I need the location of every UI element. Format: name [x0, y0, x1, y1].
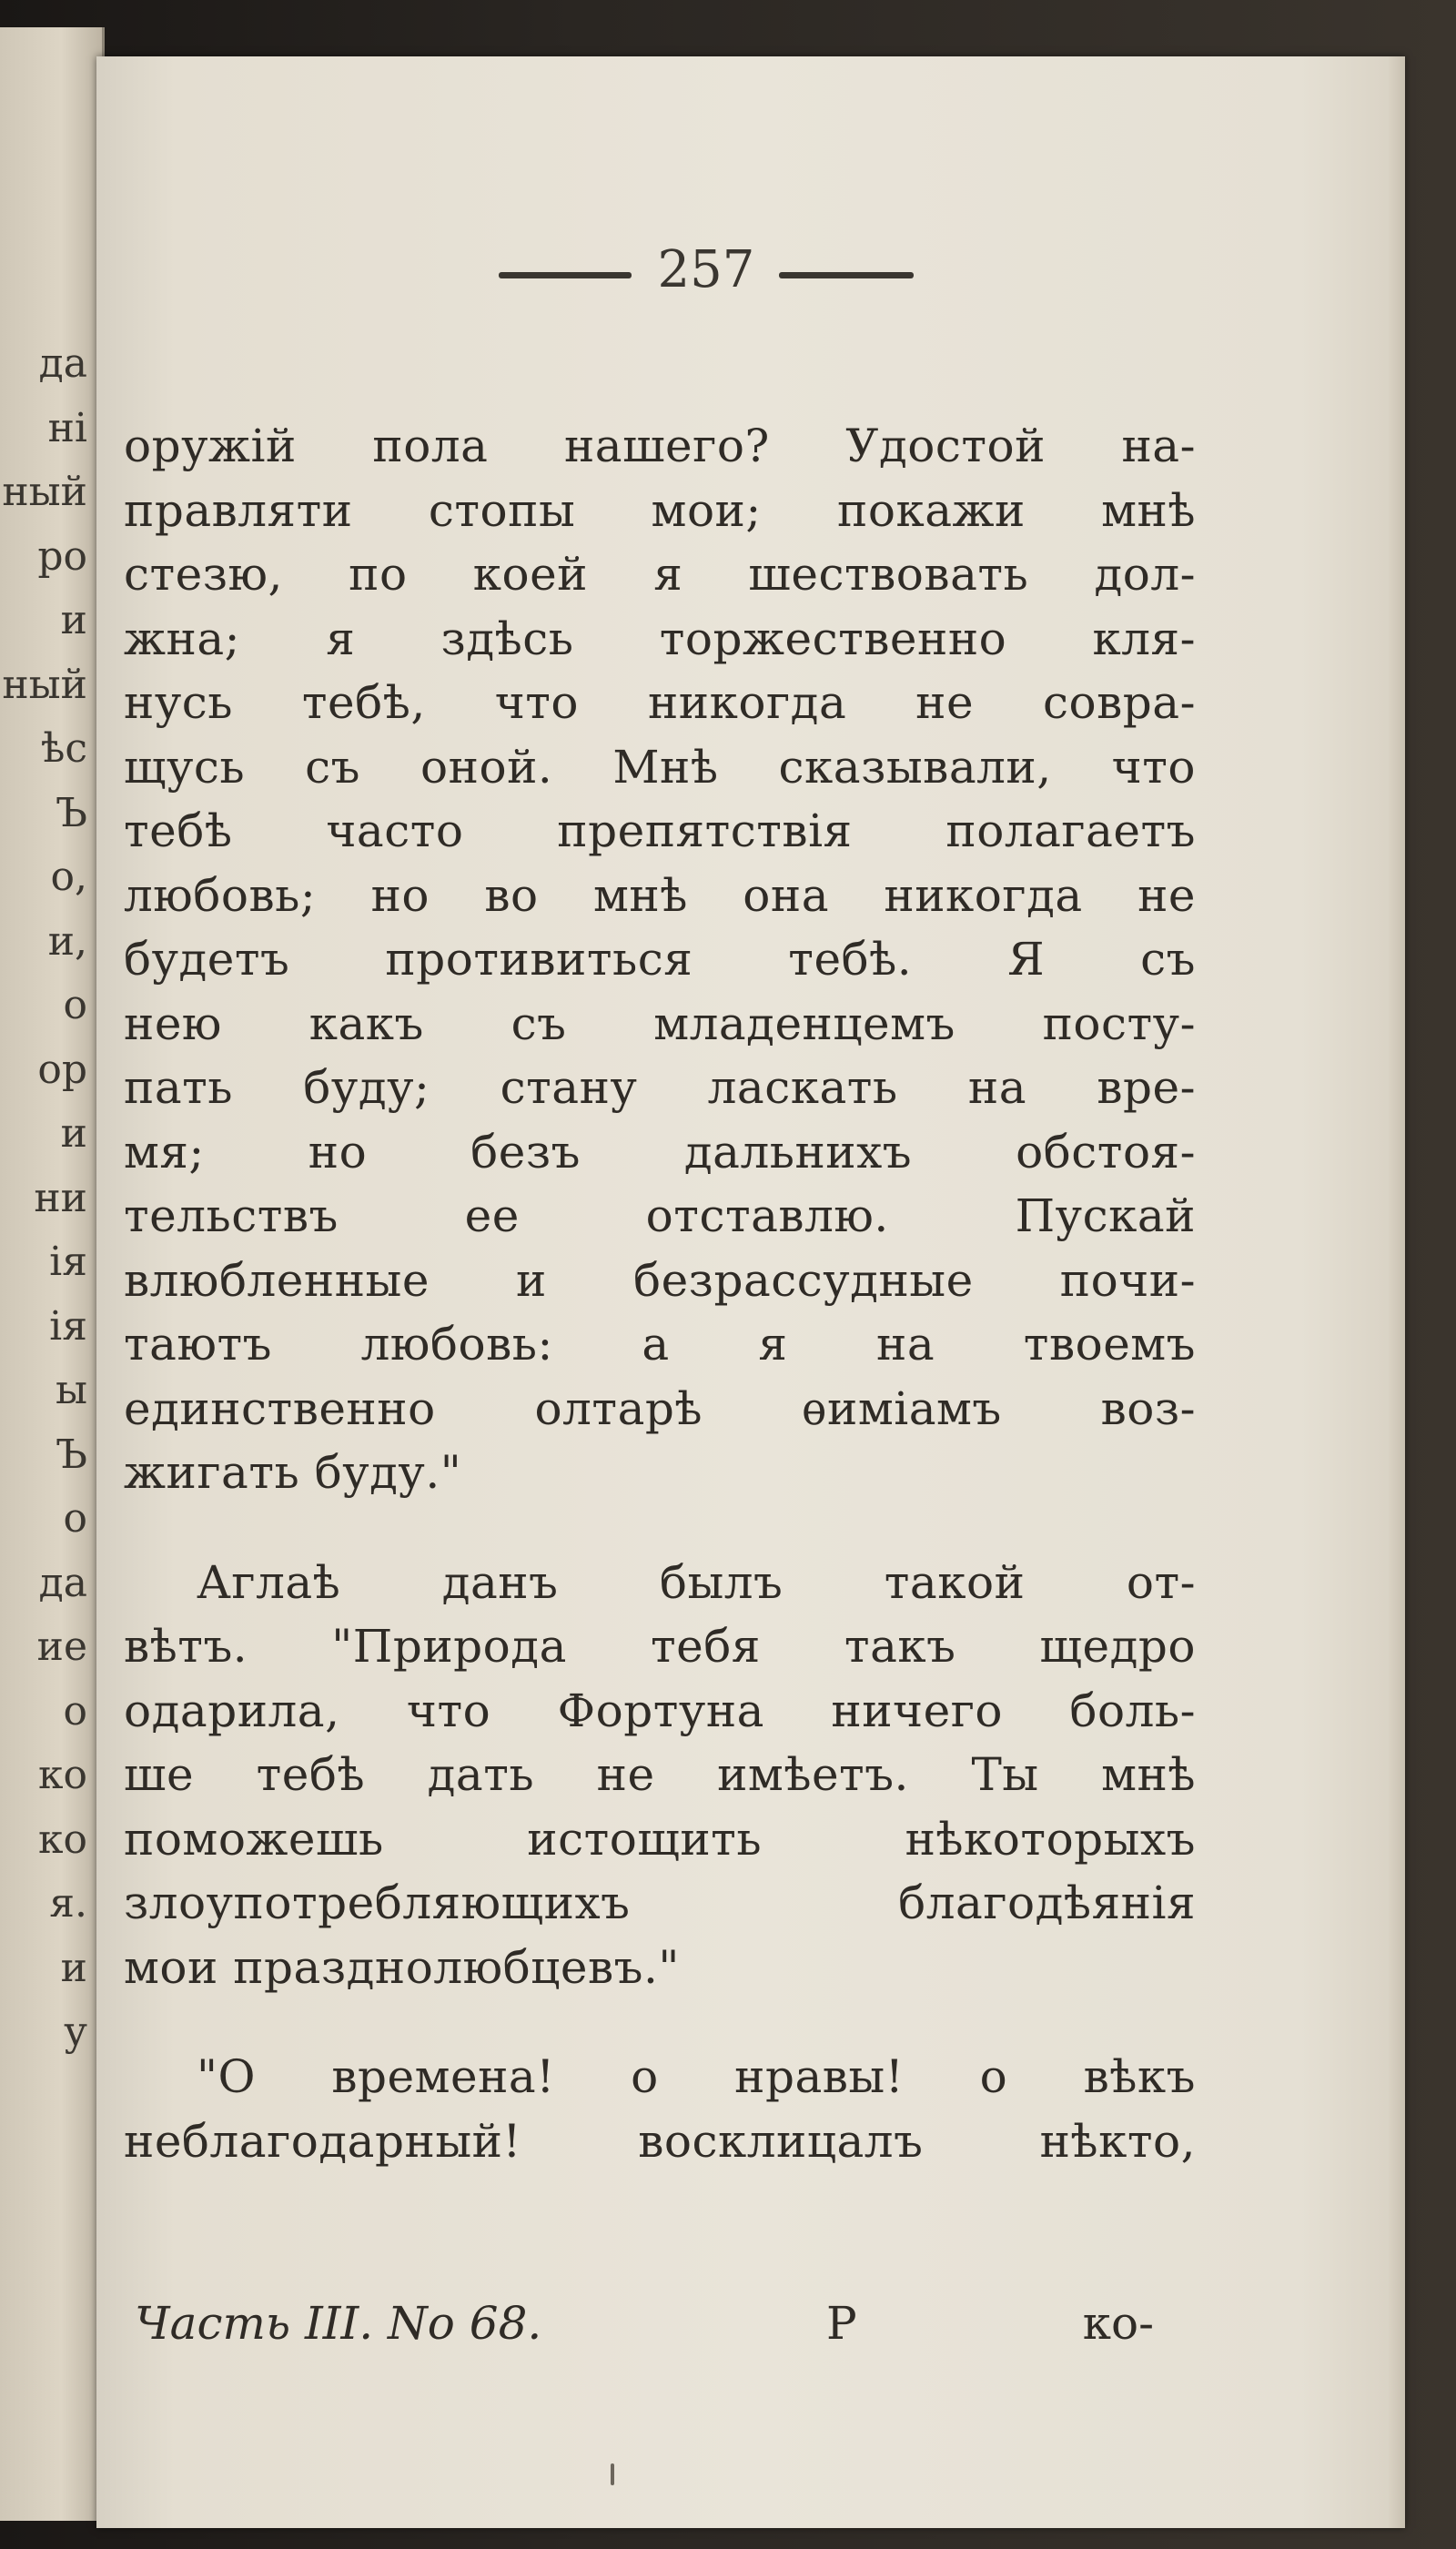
- facing-page-fragment: и,: [47, 917, 87, 965]
- page-header: [96, 234, 1405, 307]
- text-line: одарила, что Фортуна ничего боль-: [124, 1684, 1196, 1737]
- facing-page-fragment: ія: [49, 1302, 87, 1350]
- facing-page-fragment: ні: [47, 404, 87, 451]
- text-line: вѣтъ. "Природа тебя такъ щедро: [124, 1620, 1196, 1673]
- text-line: таютъ любовь: а я на твоемъ: [124, 1318, 1196, 1371]
- facing-page-edge: [0, 27, 105, 2521]
- facing-page-fragment: ко: [38, 1816, 87, 1863]
- facing-page-fragment: ро: [37, 532, 87, 580]
- facing-page-fragment: у: [64, 2008, 87, 2055]
- facing-page-fragment: ко: [38, 1752, 87, 1798]
- text-line: правляти стопы мои; покажи мнѣ: [124, 483, 1196, 537]
- text-line: стезю, по коей я шествовать дол-: [124, 548, 1196, 601]
- text-line: влюбленные и безрассудные почи-: [124, 1253, 1196, 1307]
- paragraph-gap: [124, 1999, 1196, 2045]
- page-footer: [135, 2291, 1154, 2355]
- text-line: единственно олтарѣ ѳиміамъ воз-: [124, 1381, 1196, 1435]
- book-page: [96, 56, 1405, 2528]
- facing-page-fragment: ѣс: [40, 725, 87, 772]
- catchword: ко-: [1082, 2297, 1154, 2350]
- facing-page-fragment: и: [60, 597, 87, 643]
- facing-page-fragment: ы: [55, 1367, 87, 1413]
- text-line: неблагодарный! восклицалъ нѣкто,: [124, 2114, 1196, 2168]
- text-line: Аглаѣ данъ былъ такой от-: [197, 1555, 1196, 1609]
- text-line: тельствъ ее отставлю. Пускай: [124, 1189, 1196, 1242]
- paragraph-gap: [124, 1505, 1196, 1551]
- text-line: нусь тебѣ, что никогда не совра-: [124, 676, 1196, 729]
- text-line: мои празднолюбцевъ.": [124, 1940, 680, 1994]
- facing-page-fragment: ія: [49, 1239, 87, 1285]
- page-body-text: [124, 414, 1196, 2173]
- text-line: злоупотребляющихъ благодѣянія: [124, 1876, 1196, 1929]
- facing-page-fragment: я.: [49, 1880, 87, 1927]
- facing-page-fragment: да: [38, 340, 87, 387]
- text-line: мя; но безъ дальнихъ обстоя-: [124, 1125, 1196, 1178]
- text-line: тебѣ часто препятствія полагаетъ: [124, 804, 1196, 857]
- text-line: ше тебѣ дать не имѣетъ. Ты мнѣ: [124, 1748, 1196, 1801]
- facing-page-fragment: ор: [37, 1046, 87, 1093]
- text-line: поможешь истощить нѣкоторыхъ: [124, 1812, 1196, 1866]
- facing-page-fragment: и: [60, 1110, 87, 1157]
- ink-speck: [611, 2463, 614, 2485]
- facing-page-fragment: о,: [50, 854, 87, 900]
- text-line: оружій пола нашего? Удостой на-: [124, 420, 1196, 472]
- signature-mark: Р: [826, 2297, 857, 2350]
- facing-page-fragment: о: [63, 982, 87, 1028]
- facing-page-fragment: Ъ: [56, 1431, 87, 1478]
- facing-page-fragment: ни: [34, 1174, 87, 1221]
- header-rule-right: [779, 272, 914, 278]
- facing-page-fragment: ие: [36, 1623, 87, 1670]
- text-line: жигать буду.": [124, 1446, 462, 1499]
- text-line: нею какъ съ младенцемъ посту-: [124, 996, 1196, 1050]
- page-fore-edge: [1389, 56, 1405, 2528]
- facing-page-fragment: ный: [2, 661, 87, 708]
- text-line: пать буду; стану ласкать на вре-: [124, 1061, 1196, 1114]
- facing-page-text-fragments: [0, 332, 100, 2065]
- page-number: 257: [657, 240, 755, 299]
- text-line: щусь съ оной. Мнѣ сказывали, что: [124, 740, 1196, 794]
- facing-page-fragment: ный: [2, 469, 87, 515]
- facing-page-fragment: да: [38, 1559, 87, 1606]
- facing-page-fragment: о: [63, 1495, 87, 1542]
- text-line: будетъ противиться тебѣ. Я съ: [124, 933, 1196, 986]
- facing-page-fragment: о: [63, 1687, 87, 1735]
- volume-issue-mark: Часть III. No 68.: [135, 2297, 542, 2350]
- facing-page-fragment: Ъ: [56, 789, 87, 836]
- text-line: жна; я здѣсь торжественно кля-: [124, 612, 1196, 665]
- header-rule-left: [499, 272, 632, 278]
- text-line: "О времена! о нравы! о вѣкъ: [197, 2050, 1196, 2103]
- facing-page-fragment: и: [60, 1944, 87, 1991]
- text-line: любовь; но во мнѣ она никогда не: [124, 868, 1196, 922]
